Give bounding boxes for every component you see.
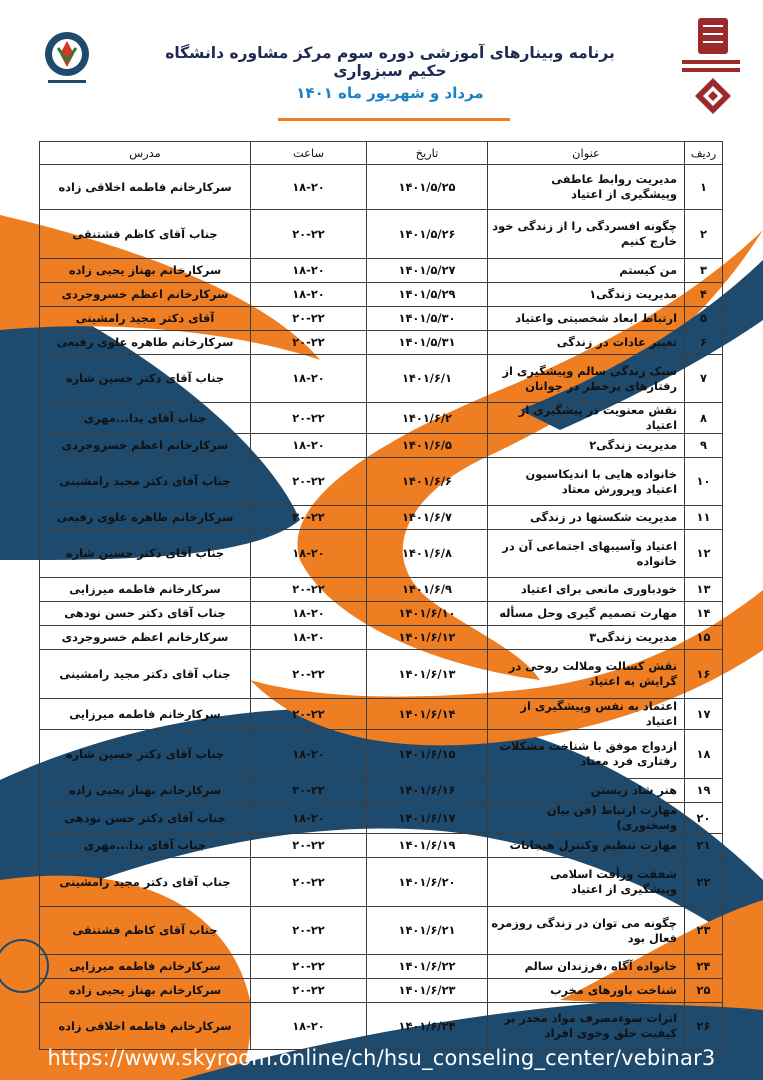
cell-row-number: ۱۱ <box>685 506 723 530</box>
cell-title: خانواده آگاه ،فرزندان سالم <box>488 955 685 979</box>
cell-row-number: ۵ <box>685 307 723 331</box>
cell-teacher: سرکارخانم فاطمه میرزایی <box>40 578 251 602</box>
cell-time: ۱۸-۲۰ <box>251 355 367 403</box>
cell-title: اثرات سوءمصرف مواد مخدر بر کیفیت خلق وخوی افراد <box>488 1003 685 1050</box>
cell-date: ۱۴۰۱/۵/۲۷ <box>367 259 488 283</box>
cell-date: ۱۴۰۱/۵/۲۵ <box>367 165 488 210</box>
cell-teacher: جناب آقای کاظم فشتنقی <box>40 907 251 955</box>
table-row <box>40 699 723 730</box>
cell-time: ۱۸-۲۰ <box>251 530 367 578</box>
cell-teacher: سرکارخانم فاطمه اخلاقی زاده <box>40 165 251 210</box>
table-row <box>40 779 723 803</box>
cell-time: ۲۰-۲۲ <box>251 779 367 803</box>
table-row <box>40 458 723 506</box>
cell-teacher: جناب آقای دکتر حسن نودهی <box>40 803 251 834</box>
cell-title: اعتیاد وآسیبهای اجتماعی آن در خانواده <box>488 530 685 578</box>
counseling-center-logo <box>38 28 96 88</box>
cell-time: ۲۰-۲۲ <box>251 834 367 858</box>
cell-date: ۱۴۰۱/۶/۱۶ <box>367 779 488 803</box>
table-row <box>40 331 723 355</box>
cell-title: نقش کسالت وملالت روحی در گرایش به اعتیاد <box>488 650 685 699</box>
cell-time: ۲۰-۲۲ <box>251 331 367 355</box>
cell-teacher: سرکارخانم بهناز یحیی زاده <box>40 779 251 803</box>
cell-date: ۱۴۰۱/۵/۲۶ <box>367 210 488 259</box>
cell-teacher: جناب آقای دکتر مجید رامشینی <box>40 650 251 699</box>
cell-date: ۱۴۰۱/۶/۱۴ <box>367 699 488 730</box>
cell-teacher: سرکارخانم فاطمه میرزایی <box>40 699 251 730</box>
cell-teacher: جناب آقای دکتر مجید رامشینی <box>40 458 251 506</box>
header <box>0 0 763 140</box>
cell-row-number: ۲۵ <box>685 979 723 1003</box>
ministry-and-university-logos <box>676 16 746 124</box>
cell-teacher: جناب آقای دکتر حسن نودهی <box>40 602 251 626</box>
cell-row-number: ۸ <box>685 403 723 434</box>
cell-time: ۲۰-۲۲ <box>251 979 367 1003</box>
cell-row-number: ۲۴ <box>685 955 723 979</box>
cell-date: ۱۴۰۱/۶/۲۱ <box>367 907 488 955</box>
cell-title: مدیریت زندگی۳ <box>488 626 685 650</box>
cell-teacher: جناب آقای دکتر مجید رامشینی <box>40 858 251 907</box>
cell-row-number: ۲ <box>685 210 723 259</box>
table-body <box>40 165 723 1050</box>
cell-date: ۱۴۰۱/۶/۹ <box>367 578 488 602</box>
table-row <box>40 955 723 979</box>
cell-date: ۱۴۰۱/۶/۷ <box>367 506 488 530</box>
cell-date: ۱۴۰۱/۶/۲۲ <box>367 955 488 979</box>
cell-teacher: سرکارخانم طاهره علوی رفیعی <box>40 331 251 355</box>
table-row <box>40 283 723 307</box>
cell-row-number: ۱۰ <box>685 458 723 506</box>
cell-time: ۱۸-۲۰ <box>251 1003 367 1050</box>
webinar-schedule-table <box>39 141 723 1050</box>
cell-title: چگونه افسردگی را از زندگی خود خارج کنیم <box>488 210 685 259</box>
table-row <box>40 530 723 578</box>
cell-teacher: سرکارخانم فاطمه اخلاقی زاده <box>40 1003 251 1050</box>
cell-date: ۱۴۰۱/۶/۱۳ <box>367 650 488 699</box>
cell-title: مدیریت زندگی۲ <box>488 434 685 458</box>
cell-title: مهارت ارتباط (فن بیان وسخنوری) <box>488 803 685 834</box>
cell-row-number: ۲۳ <box>685 907 723 955</box>
cell-time: ۱۸-۲۰ <box>251 626 367 650</box>
cell-title: خودباوری مانعی برای اعتیاد <box>488 578 685 602</box>
table-row <box>40 1003 723 1050</box>
cell-row-number: ۱۹ <box>685 779 723 803</box>
cell-date: ۱۴۰۱/۶/۱۷ <box>367 803 488 834</box>
cell-time: ۲۰-۲۲ <box>251 858 367 907</box>
table-row <box>40 259 723 283</box>
cell-title: هنر شاد زیستن <box>488 779 685 803</box>
cell-date: ۱۴۰۱/۶/۸ <box>367 530 488 578</box>
table-row <box>40 979 723 1003</box>
cell-row-number: ۱۴ <box>685 602 723 626</box>
cell-time: ۲۰-۲۲ <box>251 578 367 602</box>
cell-date: ۱۴۰۱/۶/۵ <box>367 434 488 458</box>
column-header-time: ساعت <box>251 142 367 165</box>
table-row <box>40 307 723 331</box>
cell-row-number: ۱۷ <box>685 699 723 730</box>
cell-date: ۱۴۰۱/۶/۲ <box>367 403 488 434</box>
cell-row-number: ۱۲ <box>685 530 723 578</box>
cell-date: ۱۴۰۱/۶/۶ <box>367 458 488 506</box>
cell-title: مدیریت زندگی۱ <box>488 283 685 307</box>
cell-row-number: ۲۶ <box>685 1003 723 1050</box>
cell-teacher: سرکارخانم فاطمه میرزایی <box>40 955 251 979</box>
cell-title: من کیستم <box>488 259 685 283</box>
cell-teacher: جناب آقای یدا...مهری <box>40 403 251 434</box>
cell-time: ۲۰-۲۲ <box>251 458 367 506</box>
cell-row-number: ۹ <box>685 434 723 458</box>
table-row <box>40 165 723 210</box>
cell-time: ۱۸-۲۰ <box>251 803 367 834</box>
cell-row-number: ۱۸ <box>685 730 723 779</box>
cell-teacher: جناب آقای دکتر حسین شاره <box>40 730 251 779</box>
table-row <box>40 403 723 434</box>
table-row <box>40 210 723 259</box>
cell-date: ۱۴۰۱/۶/۱۹ <box>367 834 488 858</box>
cell-title: سبک زندگی سالم وپیشگیری از رفتارهای پرخطر در جوانان <box>488 355 685 403</box>
cell-time: ۱۸-۲۰ <box>251 283 367 307</box>
cell-time: ۲۰-۲۲ <box>251 506 367 530</box>
column-header-row-number: ردیف <box>685 142 723 165</box>
cell-title: مدیریت روابط عاطفی وپیشگیری از اعتیاد <box>488 165 685 210</box>
cell-date: ۱۴۰۱/۶/۱ <box>367 355 488 403</box>
cell-row-number: ۳ <box>685 259 723 283</box>
cell-teacher: سرکارخانم اعظم خسروجردی <box>40 626 251 650</box>
cell-row-number: ۱۵ <box>685 626 723 650</box>
cell-teacher: سرکارخانم بهناز یحیی زاده <box>40 259 251 283</box>
cell-time: ۱۸-۲۰ <box>251 602 367 626</box>
cell-title: تغییر عادات در زندگی <box>488 331 685 355</box>
page-title: برنامه وبینارهای آموزشی دوره سوم مرکز مشاوره دانشگاه حکیم سبزواری <box>165 44 615 80</box>
cell-date: ۱۴۰۱/۵/۲۹ <box>367 283 488 307</box>
cell-row-number: ۶ <box>685 331 723 355</box>
cell-title: ازدواج موفق با شناخت مشکلات رفتاری فرد معتاد <box>488 730 685 779</box>
table-row <box>40 434 723 458</box>
webinar-url[interactable]: https://www.skyroom.online/ch/hsu_conseling_center/vebinar3 <box>47 1046 716 1070</box>
cell-title: شناخت باورهای مخرب <box>488 979 685 1003</box>
cell-time: ۲۰-۲۲ <box>251 650 367 699</box>
subtitle-underline <box>278 118 510 121</box>
table-row <box>40 650 723 699</box>
cell-title: خانواده هایی با اندیکاسیون اعتیاد وپرورش معتاد <box>488 458 685 506</box>
cell-title: شفقت ورأفت اسلامی وپیشگیری از اعتیاد <box>488 858 685 907</box>
cell-title: نقش معنویت در پیشگیری از اعتیاد <box>488 403 685 434</box>
cell-title: مهارت تصمیم گیری وحل مسأله <box>488 602 685 626</box>
table-row <box>40 602 723 626</box>
page-subtitle: مرداد و شهریور ماه ۱۴۰۱ <box>296 84 484 102</box>
cell-date: ۱۴۰۱/۶/۲۴ <box>367 1003 488 1050</box>
cell-title: ارتباط ابعاد شخصیتی واعتیاد <box>488 307 685 331</box>
column-header-teacher: مدرس <box>40 142 251 165</box>
table-row <box>40 803 723 834</box>
cell-row-number: ۲۱ <box>685 834 723 858</box>
cell-time: ۲۰-۲۲ <box>251 699 367 730</box>
column-header-date: تاریخ <box>367 142 488 165</box>
table-row <box>40 730 723 779</box>
table-header-row <box>40 142 723 165</box>
cell-teacher: سرکارخانم اعظم خسروجردی <box>40 283 251 307</box>
cell-teacher: سرکارخانم طاهره علوی رفیعی <box>40 506 251 530</box>
cell-time: ۱۸-۲۰ <box>251 434 367 458</box>
table-row <box>40 626 723 650</box>
column-header-title: عنوان <box>488 142 685 165</box>
cell-date: ۱۴۰۱/۵/۳۰ <box>367 307 488 331</box>
cell-title: اعتماد به نفس وپیشگیری از اعتیاد <box>488 699 685 730</box>
cell-row-number: ۲۲ <box>685 858 723 907</box>
cell-row-number: ۱ <box>685 165 723 210</box>
cell-date: ۱۴۰۱/۶/۱۲ <box>367 626 488 650</box>
cell-time: ۱۸-۲۰ <box>251 730 367 779</box>
cell-date: ۱۴۰۱/۶/۲۳ <box>367 979 488 1003</box>
table-row <box>40 355 723 403</box>
cell-teacher: سرکارخانم بهناز یحیی زاده <box>40 979 251 1003</box>
cell-teacher: آقای دکتر مجید رامشینی <box>40 307 251 331</box>
cell-row-number: ۱۳ <box>685 578 723 602</box>
cell-time: ۲۰-۲۲ <box>251 403 367 434</box>
cell-date: ۱۴۰۱/۶/۱۵ <box>367 730 488 779</box>
table-row <box>40 858 723 907</box>
cell-row-number: ۴ <box>685 283 723 307</box>
table-row <box>40 506 723 530</box>
cell-row-number: ۱۶ <box>685 650 723 699</box>
cell-time: ۲۰-۲۲ <box>251 955 367 979</box>
cell-date: ۱۴۰۱/۶/۲۰ <box>367 858 488 907</box>
cell-time: ۱۸-۲۰ <box>251 259 367 283</box>
cell-title: مهارت تنظیم وکنترل هیجانات <box>488 834 685 858</box>
cell-row-number: ۷ <box>685 355 723 403</box>
cell-title: چگونه می توان در زندگی روزمره فعال بود <box>488 907 685 955</box>
cell-time: ۲۰-۲۲ <box>251 907 367 955</box>
cell-row-number: ۲۰ <box>685 803 723 834</box>
cell-title: مدیریت شکستها در زندگی <box>488 506 685 530</box>
table-row <box>40 907 723 955</box>
cell-teacher: جناب آقای دکتر حسین شاره <box>40 530 251 578</box>
cell-teacher: سرکارخانم اعظم خسروجردی <box>40 434 251 458</box>
cell-teacher: جناب آقای دکتر حسین شاره <box>40 355 251 403</box>
table-row <box>40 578 723 602</box>
cell-time: ۲۰-۲۲ <box>251 210 367 259</box>
cell-date: ۱۴۰۱/۵/۳۱ <box>367 331 488 355</box>
cell-time: ۲۰-۲۲ <box>251 307 367 331</box>
cell-teacher: جناب آقای کاظم فشتنقی <box>40 210 251 259</box>
table-row <box>40 834 723 858</box>
cell-time: ۱۸-۲۰ <box>251 165 367 210</box>
cell-date: ۱۴۰۱/۶/۱۰ <box>367 602 488 626</box>
cell-teacher: جناب آقای یدا...مهری <box>40 834 251 858</box>
